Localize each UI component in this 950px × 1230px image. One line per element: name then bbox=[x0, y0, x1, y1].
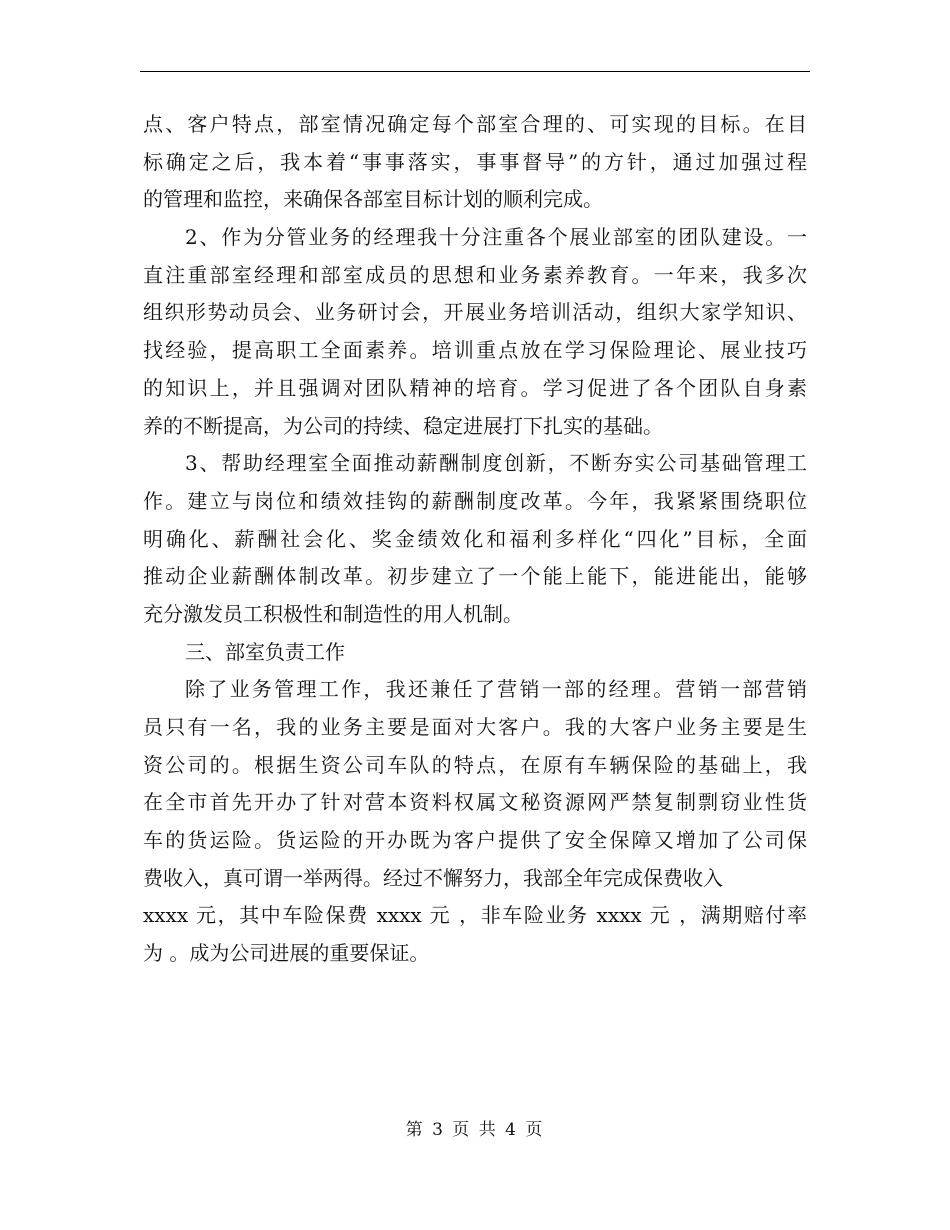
body-text bbox=[143, 106, 807, 973]
text-line: 标确定之后，我本着“事事落实，事事督导”的方针，通过加强过程 bbox=[143, 149, 807, 174]
header-rule bbox=[140, 71, 810, 72]
text-line: 充分激发员工积极性和制造性的用人机制。 bbox=[143, 601, 523, 626]
text-line: 的管理和监控，来确保各部室目标计划的顺利完成。 bbox=[143, 187, 603, 212]
text-line: 明确化、薪酬社会化、奖金绩效化和福利多样化“四化”目标，全面 bbox=[143, 526, 807, 551]
text-line: 资公司的。根据生资公司车队的特点，在原有车辆保险的基础上，我 bbox=[143, 752, 807, 777]
text-line: 作。建立与岗位和绩效挂钩的薪酬制度改革。今年，我紧紧围绕职位 bbox=[143, 488, 807, 513]
text-line: 推动企业薪酬体制改革。初步建立了一个能上能下，能进能出，能够 bbox=[143, 564, 807, 589]
text-line: 在全市首先开办了针对营本资料权属文秘资源网严禁复制剽窃业性货 bbox=[143, 790, 807, 815]
text-line: 员只有一名，我的业务主要是面对大客户。我的大客户业务主要是生 bbox=[143, 715, 807, 739]
text-line: 2、作为分管业务的经理我十分注重各个展业部室的团队建设。一 bbox=[185, 225, 807, 250]
text-line: xxxx 元，其中车险保费 xxxx 元 ，非车险业务 xxxx 元 ，满期赔付率 bbox=[143, 903, 807, 928]
text-line: 直注重部室经理和部室成员的思想和业务素养教育。一年来，我多次 bbox=[143, 262, 807, 287]
text-line: 费收入，真可谓一举两得。经过不懈努力，我部全年完成保费收入 bbox=[143, 865, 723, 890]
text-line: 点、客户特点，部室情况确定每个部室合理的、可实现的目标。在目 bbox=[143, 112, 807, 136]
text-line: 的知识上，并且强调对团队精神的培育。学习促进了各个团队自身素 bbox=[143, 375, 807, 400]
text-line: 三、部室负责工作 bbox=[185, 639, 345, 664]
text-line: 养的不断提高，为公司的持续、稳定进展打下扎实的基础。 bbox=[143, 413, 663, 438]
text-line: 3、帮助经理室全面推动薪酬制度创新，不断夯实公司基础管理工 bbox=[185, 451, 807, 476]
text-line: 找经验，提高职工全面素养。培训重点放在学习保险理论、展业技巧 bbox=[143, 338, 807, 363]
text-line: 组织形势动员会、业务研讨会，开展业务培训活动，组织大家学知识、 bbox=[143, 300, 807, 325]
page-number: 第 3 页 共 4 页 bbox=[405, 1120, 545, 1140]
text-line: 除了业务管理工作，我还兼任了营销一部的经理。营销一部营销 bbox=[185, 677, 807, 702]
text-line: 为 。成为公司进展的重要保证。 bbox=[143, 941, 430, 966]
text-line: 车的货运险。货运险的开办既为客户提供了安全保障又增加了公司保 bbox=[143, 828, 807, 853]
